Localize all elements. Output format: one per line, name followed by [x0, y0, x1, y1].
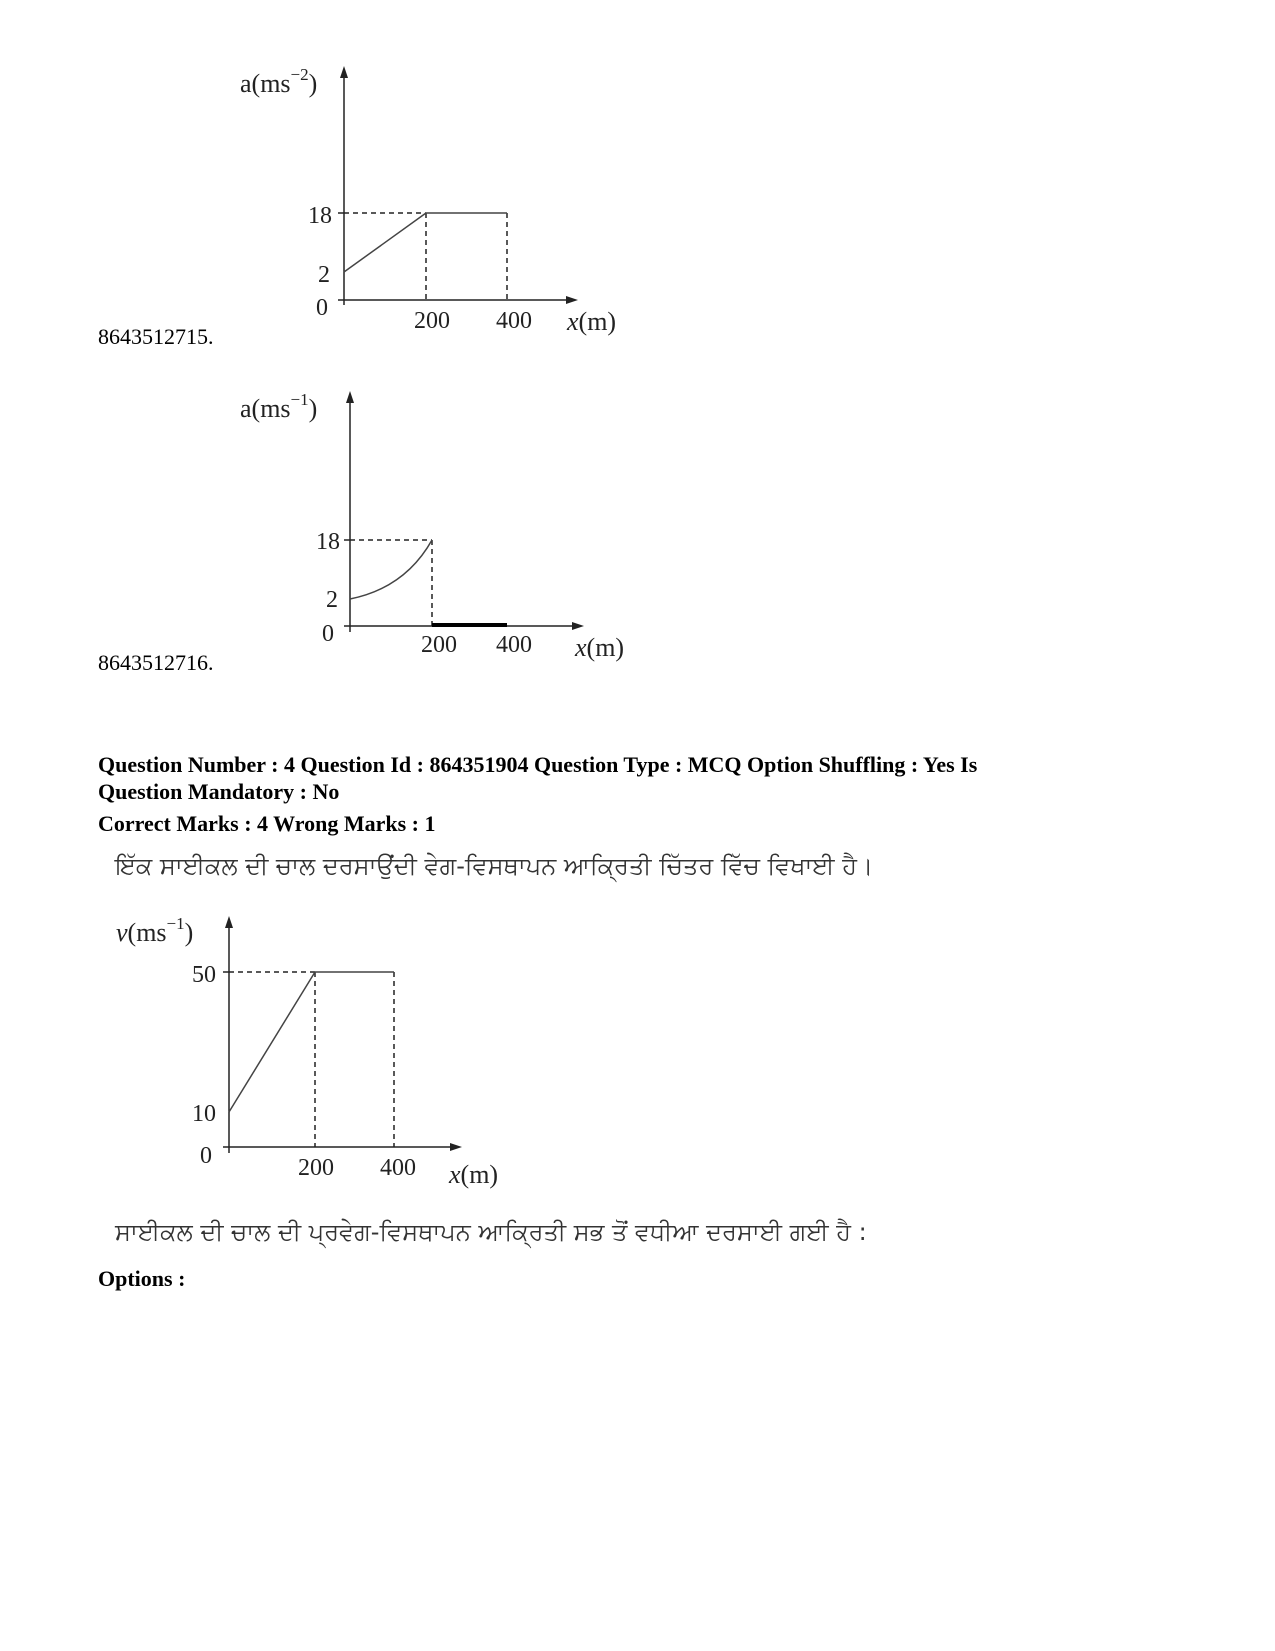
option-b-id: 8643512716. [98, 650, 214, 675]
x-axis-label: x(m) [449, 1160, 499, 1189]
y-tick-50: 50 [192, 962, 216, 988]
question-header-line-2: Question Mandatory : No [98, 779, 340, 804]
y-tick-0: 0 [322, 621, 334, 647]
option-a-graph [0, 0, 700, 360]
question-marks: Correct Marks : 4 Wrong Marks : 1 [98, 811, 436, 836]
x-tick-400: 400 [380, 1155, 416, 1181]
x-axis-arrow [566, 296, 578, 304]
question-graph [0, 900, 560, 1210]
y-tick-0: 0 [316, 295, 328, 321]
x-tick-200: 200 [414, 308, 450, 334]
x-tick-400: 400 [496, 308, 532, 334]
y-axis-arrow [346, 391, 354, 403]
x-tick-200: 200 [421, 632, 457, 658]
y-tick-2: 2 [326, 587, 338, 613]
x-axis-label: x(m) [575, 633, 625, 662]
y-axis-arrow [225, 916, 233, 928]
x-tick-400: 400 [496, 632, 532, 658]
graph-linear-segment [344, 213, 426, 272]
question-header-line-1: Question Number : 4 Question Id : 864351904 Question Type : MCQ Option Shuffling : Yes Is [98, 752, 978, 777]
graph-curve-segment [350, 540, 432, 599]
y-axis-label: $v(ms^{-1})$ [116, 914, 194, 947]
y-tick-18: 18 [316, 529, 340, 555]
options-label: Options : [98, 1266, 186, 1291]
y-axis-arrow [340, 66, 348, 78]
y-tick-2: 2 [318, 262, 330, 288]
question-prompt: ਸਾਈਕਲ ਦੀ ਚਾਲ ਦੀ ਪ੍ਰਵੇਗ-ਵਿਸਥਾਪਨ ਆਕ੍ਰਿਤੀ ਸਭ ਤੋਂ ਵਧੀਆ ਦਰਸਾਈ ਗਈ ਹੈ : [115, 1218, 867, 1246]
option-a-id: 8643512715. [98, 324, 214, 349]
x-axis-arrow [450, 1143, 462, 1151]
question-text: ਇੱਕ ਸਾਈਕਲ ਦੀ ਚਾਲ ਦਰਸਾਉਂਦੀ ਵੇਗ-ਵਿਸਥਾਪਨ ਆਕ੍ਰਿਤੀ ਚਿੱਤਰ ਵਿੱਚ ਵਿਖਾਈ ਹੈ। [115, 852, 874, 880]
y-tick-10: 10 [192, 1101, 216, 1127]
graph-linear-segment [229, 972, 315, 1112]
x-axis-label: x(m) [567, 307, 617, 336]
x-axis-arrow [572, 622, 584, 630]
x-tick-200: 200 [298, 1155, 334, 1181]
y-axis-label: $a(ms^{-1})$ [240, 390, 318, 423]
y-tick-18: 18 [308, 203, 332, 229]
option-b-graph [0, 360, 700, 690]
y-axis-label: $a(ms^{-2})$ [240, 65, 318, 98]
y-tick-0: 0 [200, 1143, 212, 1169]
